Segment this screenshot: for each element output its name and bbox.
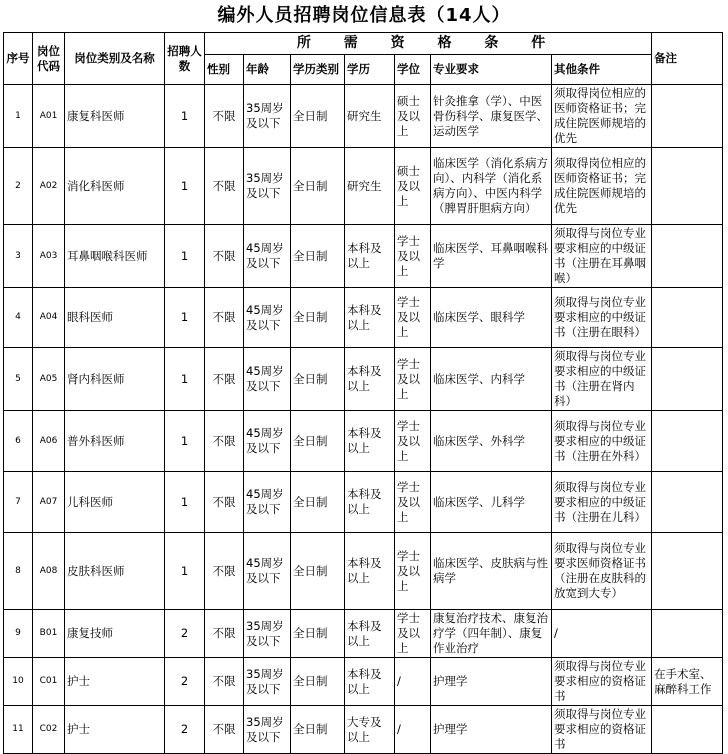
table-row [4, 348, 723, 411]
header-major: 专业要求 [431, 55, 552, 85]
cell-other: 须取得岗位相应的医师资格证书；完成住院医师规培的优先 [552, 85, 652, 148]
cell-name: 护士 [65, 706, 165, 754]
header-degree: 学位 [395, 55, 431, 85]
cell-name: 护士 [65, 658, 165, 706]
cell-edu: 本科及以上 [345, 411, 395, 472]
cell-code: A05 [33, 348, 65, 411]
table-row [4, 148, 723, 225]
cell-major: 护理学 [431, 658, 552, 706]
cell-count: 1 [165, 148, 205, 225]
cell-edu: 本科及以上 [345, 348, 395, 411]
cell-edu: 研究生 [345, 85, 395, 148]
cell-age: 45周岁及以下 [244, 472, 291, 533]
cell-count: 2 [165, 658, 205, 706]
cell-edu-type: 全日制 [291, 411, 345, 472]
cell-count: 1 [165, 472, 205, 533]
cell-edu: 本科及以上 [345, 533, 395, 610]
cell-age: 45周岁及以下 [244, 411, 291, 472]
cell-count: 1 [165, 348, 205, 411]
cell-major: 临床医学、儿科学 [431, 472, 552, 533]
cell-code: A02 [33, 148, 65, 225]
table-row [4, 706, 723, 754]
cell-other: 须取得与岗位专业要求相应的中级证书（注册在肾内科） [552, 348, 652, 411]
cell-age: 35周岁及以下 [244, 706, 291, 754]
cell-seq: 2 [4, 148, 33, 225]
cell-degree: 硕士及以上 [395, 148, 431, 225]
cell-edu-type: 全日制 [291, 348, 345, 411]
cell-age: 45周岁及以下 [244, 533, 291, 610]
cell-seq: 9 [4, 610, 33, 658]
cell-age: 45周岁及以下 [244, 288, 291, 348]
cell-seq: 8 [4, 533, 33, 610]
page-title: 编外人员招聘岗位信息表（14人） [217, 5, 511, 26]
cell-degree: 学士及以上 [395, 533, 431, 610]
cell-name: 普外科医师 [65, 411, 165, 472]
cell-name: 肾内科医师 [65, 348, 165, 411]
cell-degree: / [395, 706, 431, 754]
cell-name: 康复科医师 [65, 85, 165, 148]
cell-degree: 学士及以上 [395, 348, 431, 411]
cell-age: 35周岁及以下 [244, 85, 291, 148]
cell-major: 针灸推拿（学）、中医骨伤科学、康复医学、运动医学 [431, 85, 552, 148]
cell-edu-type: 全日制 [291, 148, 345, 225]
cell-count: 1 [165, 225, 205, 288]
cell-gender: 不限 [205, 288, 244, 348]
header-other: 其他条件 [552, 55, 652, 85]
cell-note [652, 411, 723, 472]
cell-seq: 5 [4, 348, 33, 411]
cell-seq: 10 [4, 658, 33, 706]
cell-edu-type: 全日制 [291, 225, 345, 288]
cell-major: 康复治疗技术、康复治疗学（四年制）、康复作业治疗 [431, 610, 552, 658]
cell-seq: 7 [4, 472, 33, 533]
cell-age: 45周岁及以下 [244, 348, 291, 411]
cell-major: 临床医学、皮肤病与性病学 [431, 533, 552, 610]
cell-edu: 本科及以上 [345, 288, 395, 348]
header-edu-type: 学历类别 [291, 55, 345, 85]
cell-edu: 研究生 [345, 148, 395, 225]
cell-age: 35周岁及以下 [244, 610, 291, 658]
header-name: 岗位类别及名称 [65, 33, 165, 85]
header-edu: 学历 [345, 55, 395, 85]
header-age: 年龄 [244, 55, 291, 85]
cell-note [652, 533, 723, 610]
cell-other: 须取得与岗位专业要求相应的资格证书 [552, 706, 652, 754]
cell-major: 临床医学（消化系病方向）、内科学（消化系病方向）、中医内科学（脾胃肝胆病方向） [431, 148, 552, 225]
cell-note: 在手术室、麻醉科工作 [652, 658, 723, 706]
table-row [4, 658, 723, 706]
table-row [4, 85, 723, 148]
cell-major: 临床医学、眼科学 [431, 288, 552, 348]
cell-name: 皮肤科医师 [65, 533, 165, 610]
cell-other: 须取得与岗位专业要求相应的中级证书（注册在外科） [552, 411, 652, 472]
cell-code: A07 [33, 472, 65, 533]
cell-edu: 本科及以上 [345, 225, 395, 288]
cell-edu: 本科及以上 [345, 658, 395, 706]
cell-code: C02 [33, 706, 65, 754]
cell-edu-type: 全日制 [291, 706, 345, 754]
cell-count: 1 [165, 288, 205, 348]
cell-edu: 本科及以上 [345, 610, 395, 658]
cell-degree: 学士及以上 [395, 472, 431, 533]
cell-edu: 大专及以上 [345, 706, 395, 754]
table-row [4, 533, 723, 610]
cell-gender: 不限 [205, 472, 244, 533]
table-row [4, 411, 723, 472]
cell-name: 儿科医师 [65, 472, 165, 533]
cell-note [652, 85, 723, 148]
cell-age: 45周岁及以下 [244, 225, 291, 288]
cell-gender: 不限 [205, 533, 244, 610]
cell-name: 耳鼻咽喉科医师 [65, 225, 165, 288]
cell-name: 康复技师 [65, 610, 165, 658]
cell-edu-type: 全日制 [291, 472, 345, 533]
cell-other: 须取得与岗位专业要求相应的中级证书（注册在眼科） [552, 288, 652, 348]
cell-code: A08 [33, 533, 65, 610]
cell-note [652, 472, 723, 533]
cell-major: 护理学 [431, 706, 552, 754]
cell-count: 2 [165, 610, 205, 658]
header-count: 招聘人数 [165, 33, 205, 85]
cell-age: 35周岁及以下 [244, 658, 291, 706]
cell-other: 须取得与岗位专业要求相应的中级证书（注册在耳鼻咽喉） [552, 225, 652, 288]
table-row [4, 225, 723, 288]
cell-gender: 不限 [205, 706, 244, 754]
header-qualifications: 所 需 资 格 条 件 [205, 33, 652, 55]
cell-code: A04 [33, 288, 65, 348]
table-row [4, 472, 723, 533]
cell-count: 2 [165, 706, 205, 754]
cell-code: A06 [33, 411, 65, 472]
cell-note [652, 288, 723, 348]
cell-degree: 学士及以上 [395, 225, 431, 288]
cell-degree: 学士及以上 [395, 288, 431, 348]
cell-edu: 本科及以上 [345, 472, 395, 533]
cell-note [652, 348, 723, 411]
cell-seq: 11 [4, 706, 33, 754]
cell-age: 35周岁及以下 [244, 148, 291, 225]
cell-code: C01 [33, 658, 65, 706]
header-seq: 序号 [4, 33, 33, 85]
cell-gender: 不限 [205, 610, 244, 658]
cell-name: 眼科医师 [65, 288, 165, 348]
cell-major: 临床医学、外科学 [431, 411, 552, 472]
cell-count: 1 [165, 411, 205, 472]
cell-other: 须取得与岗位专业要求相应的资格证书 [552, 658, 652, 706]
cell-major: 临床医学、内科学 [431, 348, 552, 411]
cell-other: 须取得与岗位专业要求医师资格证书（注册在皮肤科的放宽到大专） [552, 533, 652, 610]
cell-code: A01 [33, 85, 65, 148]
table-row [4, 288, 723, 348]
cell-count: 1 [165, 533, 205, 610]
recruitment-table [3, 32, 723, 754]
cell-edu-type: 全日制 [291, 658, 345, 706]
cell-gender: 不限 [205, 85, 244, 148]
cell-seq: 3 [4, 225, 33, 288]
cell-code: B01 [33, 610, 65, 658]
cell-name: 消化科医师 [65, 148, 165, 225]
cell-gender: 不限 [205, 348, 244, 411]
table-row [4, 610, 723, 658]
cell-code: A03 [33, 225, 65, 288]
header-code: 岗位代码 [33, 33, 65, 85]
cell-degree: / [395, 658, 431, 706]
cell-note [652, 148, 723, 225]
cell-other: 须取得与岗位专业要求相应的中级证书（注册在儿科） [552, 472, 652, 533]
header-note: 备注 [652, 33, 723, 85]
cell-gender: 不限 [205, 411, 244, 472]
cell-edu-type: 全日制 [291, 85, 345, 148]
cell-seq: 1 [4, 85, 33, 148]
cell-degree: 硕士及以上 [395, 85, 431, 148]
cell-edu-type: 全日制 [291, 533, 345, 610]
cell-degree: 学士及以上 [395, 610, 431, 658]
cell-edu-type: 全日制 [291, 610, 345, 658]
cell-degree: 学士及以上 [395, 411, 431, 472]
cell-major: 临床医学、耳鼻咽喉科学 [431, 225, 552, 288]
cell-note [652, 706, 723, 754]
cell-gender: 不限 [205, 148, 244, 225]
cell-edu-type: 全日制 [291, 288, 345, 348]
cell-other: / [552, 610, 652, 658]
cell-other: 须取得岗位相应的医师资格证书；完成住院医师规培的优先 [552, 148, 652, 225]
cell-note [652, 225, 723, 288]
cell-note [652, 610, 723, 658]
cell-seq: 4 [4, 288, 33, 348]
header-gender: 性别 [205, 55, 244, 85]
cell-gender: 不限 [205, 225, 244, 288]
cell-count: 1 [165, 85, 205, 148]
cell-seq: 6 [4, 411, 33, 472]
cell-gender: 不限 [205, 658, 244, 706]
